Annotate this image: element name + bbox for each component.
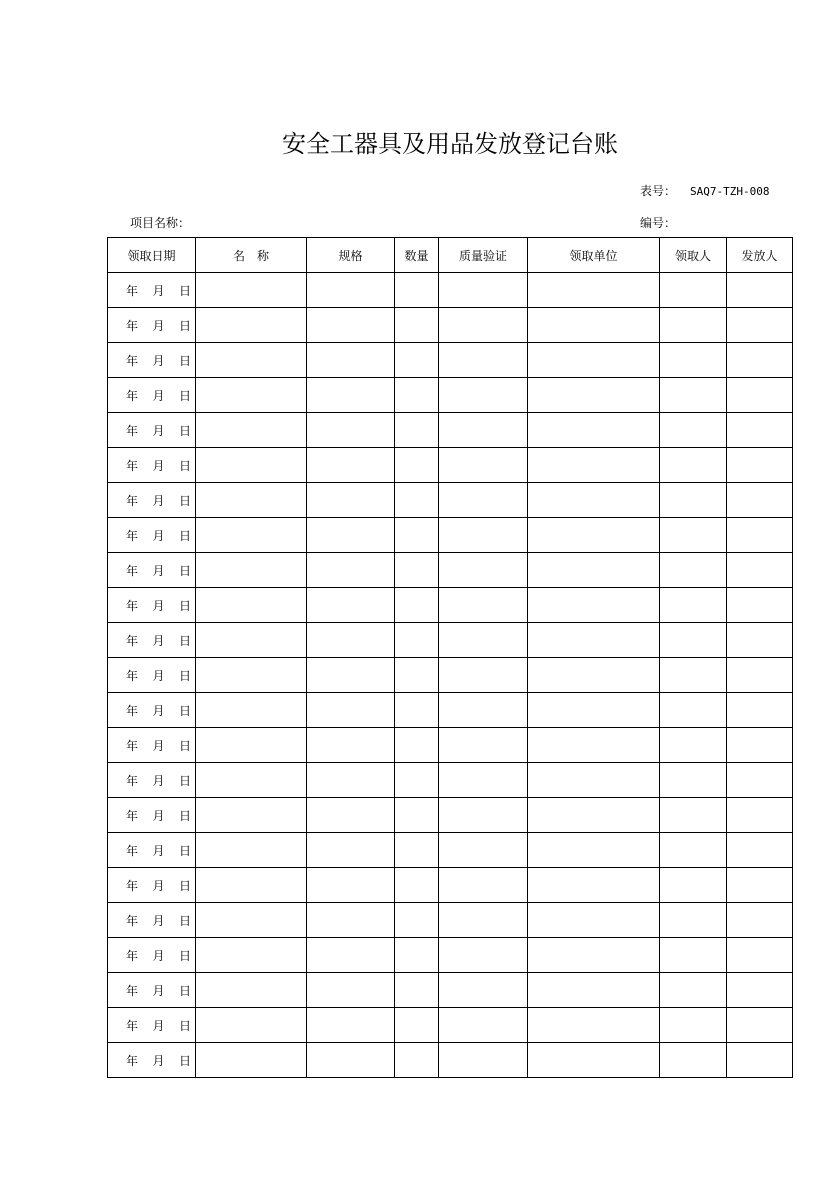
issuer-cell[interactable] (727, 763, 793, 798)
year-label: 年 (126, 493, 139, 508)
issuer-cell[interactable] (727, 1043, 793, 1078)
month-label: 月 (152, 738, 165, 753)
receiver-cell[interactable] (660, 903, 727, 938)
spec-cell[interactable] (307, 658, 395, 693)
unit-cell[interactable] (528, 308, 660, 343)
unit-cell[interactable] (528, 938, 660, 973)
unit-cell[interactable] (528, 1008, 660, 1043)
month-label: 月 (152, 493, 165, 508)
quality-cell[interactable] (439, 973, 528, 1008)
day-label: 日 (178, 1018, 191, 1033)
year-label: 年 (126, 528, 139, 543)
date-cell[interactable] (108, 728, 196, 763)
table-row (108, 658, 793, 693)
month-label: 月 (152, 773, 165, 788)
quantity-cell[interactable] (395, 308, 439, 343)
header-quantity: 数量 (395, 238, 439, 273)
unit-cell[interactable] (528, 658, 660, 693)
receiver-cell[interactable] (660, 483, 727, 518)
receiver-cell[interactable] (660, 413, 727, 448)
quality-cell[interactable] (439, 413, 528, 448)
day-label: 日 (178, 738, 191, 753)
table-row (108, 763, 793, 798)
form-number-label: 表号： (640, 184, 677, 198)
name-cell[interactable] (196, 483, 307, 518)
name-cell[interactable] (196, 903, 307, 938)
quantity-cell[interactable] (395, 1043, 439, 1078)
day-label: 日 (178, 843, 191, 858)
name-cell[interactable] (196, 1008, 307, 1043)
table-row (108, 308, 793, 343)
quality-cell[interactable] (439, 343, 528, 378)
date-cell[interactable] (108, 623, 196, 658)
header-unit: 领取单位 (528, 238, 660, 273)
quantity-cell[interactable] (395, 728, 439, 763)
table-row (108, 483, 793, 518)
quantity-cell[interactable] (395, 693, 439, 728)
spec-cell[interactable] (307, 483, 395, 518)
unit-cell[interactable] (528, 973, 660, 1008)
quality-cell[interactable] (439, 658, 528, 693)
month-label: 月 (152, 913, 165, 928)
year-label: 年 (126, 563, 139, 578)
unit-cell[interactable] (528, 413, 660, 448)
name-cell[interactable] (196, 623, 307, 658)
quantity-cell[interactable] (395, 413, 439, 448)
quantity-cell[interactable] (395, 973, 439, 1008)
quantity-cell[interactable] (395, 553, 439, 588)
date-cell[interactable] (108, 693, 196, 728)
quality-cell[interactable] (439, 798, 528, 833)
day-label: 日 (178, 633, 191, 648)
date-cell[interactable] (108, 518, 196, 553)
day-label: 日 (178, 703, 191, 718)
quality-cell[interactable] (439, 588, 528, 623)
date-cell[interactable] (108, 343, 196, 378)
spec-cell[interactable] (307, 623, 395, 658)
name-cell[interactable] (196, 868, 307, 903)
spec-cell[interactable] (307, 448, 395, 483)
unit-cell[interactable] (528, 553, 660, 588)
table-row (108, 728, 793, 763)
quantity-cell[interactable] (395, 588, 439, 623)
quantity-cell[interactable] (395, 903, 439, 938)
receiver-cell[interactable] (660, 1043, 727, 1078)
day-label: 日 (178, 388, 191, 403)
day-label: 日 (178, 878, 191, 893)
spec-cell[interactable] (307, 343, 395, 378)
receiver-cell[interactable] (660, 868, 727, 903)
unit-cell[interactable] (528, 448, 660, 483)
quality-cell[interactable] (439, 518, 528, 553)
unit-cell[interactable] (528, 273, 660, 308)
unit-cell[interactable] (528, 343, 660, 378)
name-cell[interactable] (196, 588, 307, 623)
spec-cell[interactable] (307, 413, 395, 448)
quality-cell[interactable] (439, 553, 528, 588)
spec-cell[interactable] (307, 273, 395, 308)
month-label: 月 (152, 703, 165, 718)
name-cell[interactable] (196, 938, 307, 973)
receiver-cell[interactable] (660, 378, 727, 413)
name-cell[interactable] (196, 693, 307, 728)
table-row (108, 413, 793, 448)
spec-cell[interactable] (307, 938, 395, 973)
unit-cell[interactable] (528, 868, 660, 903)
table-header-row (108, 238, 793, 273)
date-cell[interactable] (108, 588, 196, 623)
day-label: 日 (178, 493, 191, 508)
table-row (108, 693, 793, 728)
unit-cell[interactable] (528, 588, 660, 623)
table-row (108, 798, 793, 833)
table-row (108, 343, 793, 378)
quantity-cell[interactable] (395, 518, 439, 553)
month-label: 月 (152, 808, 165, 823)
name-cell[interactable] (196, 833, 307, 868)
month-label: 月 (152, 983, 165, 998)
month-label: 月 (152, 283, 165, 298)
table-row (108, 518, 793, 553)
receiver-cell[interactable] (660, 343, 727, 378)
name-cell[interactable] (196, 518, 307, 553)
quantity-cell[interactable] (395, 483, 439, 518)
receiver-cell[interactable] (660, 833, 727, 868)
date-cell[interactable] (108, 938, 196, 973)
quality-cell[interactable] (439, 938, 528, 973)
quantity-cell[interactable] (395, 448, 439, 483)
date-cell[interactable] (108, 308, 196, 343)
date-cell[interactable] (108, 553, 196, 588)
year-label: 年 (126, 843, 139, 858)
name-cell[interactable] (196, 413, 307, 448)
issuer-cell[interactable] (727, 693, 793, 728)
name-cell[interactable] (196, 553, 307, 588)
quantity-cell[interactable] (395, 833, 439, 868)
spec-cell[interactable] (307, 308, 395, 343)
receiver-cell[interactable] (660, 693, 727, 728)
table-row (108, 973, 793, 1008)
quality-cell[interactable] (439, 763, 528, 798)
issuer-cell[interactable] (727, 308, 793, 343)
receiver-cell[interactable] (660, 448, 727, 483)
year-label: 年 (126, 423, 139, 438)
table-row (108, 938, 793, 973)
issuer-cell[interactable] (727, 728, 793, 763)
issuer-cell[interactable] (727, 273, 793, 308)
receiver-cell[interactable] (660, 623, 727, 658)
issuer-cell[interactable] (727, 798, 793, 833)
table-row (108, 588, 793, 623)
day-label: 日 (178, 1053, 191, 1068)
quantity-cell[interactable] (395, 658, 439, 693)
table-row (108, 903, 793, 938)
unit-cell[interactable] (528, 623, 660, 658)
month-label: 月 (152, 1053, 165, 1068)
year-label: 年 (126, 703, 139, 718)
date-cell[interactable] (108, 273, 196, 308)
receiver-cell[interactable] (660, 1008, 727, 1043)
quantity-cell[interactable] (395, 868, 439, 903)
month-label: 月 (152, 948, 165, 963)
issuer-cell[interactable] (727, 973, 793, 1008)
table-row (108, 378, 793, 413)
year-label: 年 (126, 878, 139, 893)
unit-cell[interactable] (528, 518, 660, 553)
table-row (108, 623, 793, 658)
spec-cell[interactable] (307, 728, 395, 763)
month-label: 月 (152, 388, 165, 403)
spec-cell[interactable] (307, 378, 395, 413)
year-label: 年 (126, 458, 139, 473)
year-label: 年 (126, 1053, 139, 1068)
quality-cell[interactable] (439, 833, 528, 868)
year-label: 年 (126, 808, 139, 823)
name-cell[interactable] (196, 763, 307, 798)
day-label: 日 (178, 773, 191, 788)
quality-cell[interactable] (439, 693, 528, 728)
month-label: 月 (152, 458, 165, 473)
receiver-cell[interactable] (660, 973, 727, 1008)
table-row (108, 868, 793, 903)
unit-cell[interactable] (528, 378, 660, 413)
date-cell[interactable] (108, 448, 196, 483)
issuer-cell[interactable] (727, 518, 793, 553)
spec-cell[interactable] (307, 588, 395, 623)
header-quality: 质量验证 (439, 238, 528, 273)
issuer-cell[interactable] (727, 868, 793, 903)
page-title: 安全工器具及用品发放登记台账 (282, 130, 618, 158)
year-label: 年 (126, 738, 139, 753)
issuer-cell[interactable] (727, 413, 793, 448)
receiver-cell[interactable] (660, 588, 727, 623)
day-label: 日 (178, 353, 191, 368)
quality-cell[interactable] (439, 1008, 528, 1043)
unit-cell[interactable] (528, 833, 660, 868)
year-label: 年 (126, 983, 139, 998)
day-label: 日 (178, 423, 191, 438)
day-label: 日 (178, 318, 191, 333)
date-cell[interactable] (108, 1008, 196, 1043)
name-cell[interactable] (196, 273, 307, 308)
year-label: 年 (126, 773, 139, 788)
quantity-cell[interactable] (395, 763, 439, 798)
quality-cell[interactable] (439, 1043, 528, 1078)
year-label: 年 (126, 633, 139, 648)
issuer-cell[interactable] (727, 658, 793, 693)
unit-cell[interactable] (528, 483, 660, 518)
quality-cell[interactable] (439, 623, 528, 658)
month-label: 月 (152, 1018, 165, 1033)
spec-cell[interactable] (307, 798, 395, 833)
year-label: 年 (126, 283, 139, 298)
header-spec: 规格 (307, 238, 395, 273)
receiver-cell[interactable] (660, 518, 727, 553)
table-row (108, 273, 793, 308)
unit-cell[interactable] (528, 903, 660, 938)
header-name: 名 称 (196, 238, 307, 273)
receiver-cell[interactable] (660, 763, 727, 798)
table-row (108, 1043, 793, 1078)
month-label: 月 (152, 563, 165, 578)
issuer-cell[interactable] (727, 938, 793, 973)
date-cell[interactable] (108, 1043, 196, 1078)
quality-cell[interactable] (439, 273, 528, 308)
name-cell[interactable] (196, 448, 307, 483)
quantity-cell[interactable] (395, 798, 439, 833)
quality-cell[interactable] (439, 308, 528, 343)
issuer-cell[interactable] (727, 903, 793, 938)
receiver-cell[interactable] (660, 728, 727, 763)
issuer-cell[interactable] (727, 553, 793, 588)
date-cell[interactable] (108, 973, 196, 1008)
date-cell[interactable] (108, 833, 196, 868)
month-label: 月 (152, 423, 165, 438)
issuer-cell[interactable] (727, 448, 793, 483)
name-cell[interactable] (196, 343, 307, 378)
table-row (108, 448, 793, 483)
date-cell[interactable] (108, 903, 196, 938)
quantity-cell[interactable] (395, 378, 439, 413)
day-label: 日 (178, 458, 191, 473)
issuer-cell[interactable] (727, 833, 793, 868)
name-cell[interactable] (196, 308, 307, 343)
table-row (108, 553, 793, 588)
month-label: 月 (152, 878, 165, 893)
issuer-cell[interactable] (727, 343, 793, 378)
year-label: 年 (126, 668, 139, 683)
day-label: 日 (178, 913, 191, 928)
date-cell[interactable] (108, 763, 196, 798)
name-cell[interactable] (196, 973, 307, 1008)
month-label: 月 (152, 668, 165, 683)
quantity-cell[interactable] (395, 1008, 439, 1043)
issuer-cell[interactable] (727, 378, 793, 413)
quantity-cell[interactable] (395, 273, 439, 308)
day-label: 日 (178, 283, 191, 298)
month-label: 月 (152, 528, 165, 543)
spec-cell[interactable] (307, 1043, 395, 1078)
day-label: 日 (178, 563, 191, 578)
quality-cell[interactable] (439, 378, 528, 413)
year-label: 年 (126, 353, 139, 368)
issue-register-table (107, 237, 793, 1078)
spec-cell[interactable] (307, 763, 395, 798)
spec-cell[interactable] (307, 868, 395, 903)
date-cell[interactable] (108, 868, 196, 903)
issuer-cell[interactable] (727, 483, 793, 518)
quality-cell[interactable] (439, 728, 528, 763)
name-cell[interactable] (196, 798, 307, 833)
project-name-label: 项目名称： (130, 216, 191, 230)
issuer-cell[interactable] (727, 588, 793, 623)
date-cell[interactable] (108, 378, 196, 413)
table-row (108, 833, 793, 868)
year-label: 年 (126, 1018, 139, 1033)
table-row (108, 1008, 793, 1043)
unit-cell[interactable] (528, 693, 660, 728)
name-cell[interactable] (196, 658, 307, 693)
month-label: 月 (152, 318, 165, 333)
receiver-cell[interactable] (660, 938, 727, 973)
name-cell[interactable] (196, 728, 307, 763)
spec-cell[interactable] (307, 973, 395, 1008)
date-cell[interactable] (108, 798, 196, 833)
year-label: 年 (126, 913, 139, 928)
spec-cell[interactable] (307, 1008, 395, 1043)
spec-cell[interactable] (307, 553, 395, 588)
name-cell[interactable] (196, 1043, 307, 1078)
spec-cell[interactable] (307, 833, 395, 868)
serial-number-label: 编号： (640, 216, 677, 230)
issuer-cell[interactable] (727, 623, 793, 658)
unit-cell[interactable] (528, 1043, 660, 1078)
unit-cell[interactable] (528, 763, 660, 798)
year-label: 年 (126, 318, 139, 333)
unit-cell[interactable] (528, 728, 660, 763)
quality-cell[interactable] (439, 483, 528, 518)
receiver-cell[interactable] (660, 308, 727, 343)
day-label: 日 (178, 598, 191, 613)
day-label: 日 (178, 668, 191, 683)
year-label: 年 (126, 598, 139, 613)
month-label: 月 (152, 633, 165, 648)
quality-cell[interactable] (439, 868, 528, 903)
name-cell[interactable] (196, 378, 307, 413)
quantity-cell[interactable] (395, 343, 439, 378)
receiver-cell[interactable] (660, 658, 727, 693)
header-issuer: 发放人 (727, 238, 793, 273)
header-date: 领取日期 (108, 238, 196, 273)
day-label: 日 (178, 528, 191, 543)
receiver-cell[interactable] (660, 273, 727, 308)
quality-cell[interactable] (439, 903, 528, 938)
month-label: 月 (152, 598, 165, 613)
form-number-value: SAQ7-TZH-008 (690, 185, 770, 198)
month-label: 月 (152, 353, 165, 368)
receiver-cell[interactable] (660, 553, 727, 588)
day-label: 日 (178, 983, 191, 998)
date-cell[interactable] (108, 483, 196, 518)
day-label: 日 (178, 948, 191, 963)
quality-cell[interactable] (439, 448, 528, 483)
receiver-cell[interactable] (660, 798, 727, 833)
year-label: 年 (126, 388, 139, 403)
unit-cell[interactable] (528, 798, 660, 833)
quantity-cell[interactable] (395, 938, 439, 973)
spec-cell[interactable] (307, 903, 395, 938)
issuer-cell[interactable] (727, 1008, 793, 1043)
date-cell[interactable] (108, 658, 196, 693)
spec-cell[interactable] (307, 518, 395, 553)
month-label: 月 (152, 843, 165, 858)
year-label: 年 (126, 948, 139, 963)
header-receiver: 领取人 (660, 238, 727, 273)
form-number (640, 182, 770, 199)
date-cell[interactable] (108, 413, 196, 448)
quantity-cell[interactable] (395, 623, 439, 658)
spec-cell[interactable] (307, 693, 395, 728)
day-label: 日 (178, 808, 191, 823)
